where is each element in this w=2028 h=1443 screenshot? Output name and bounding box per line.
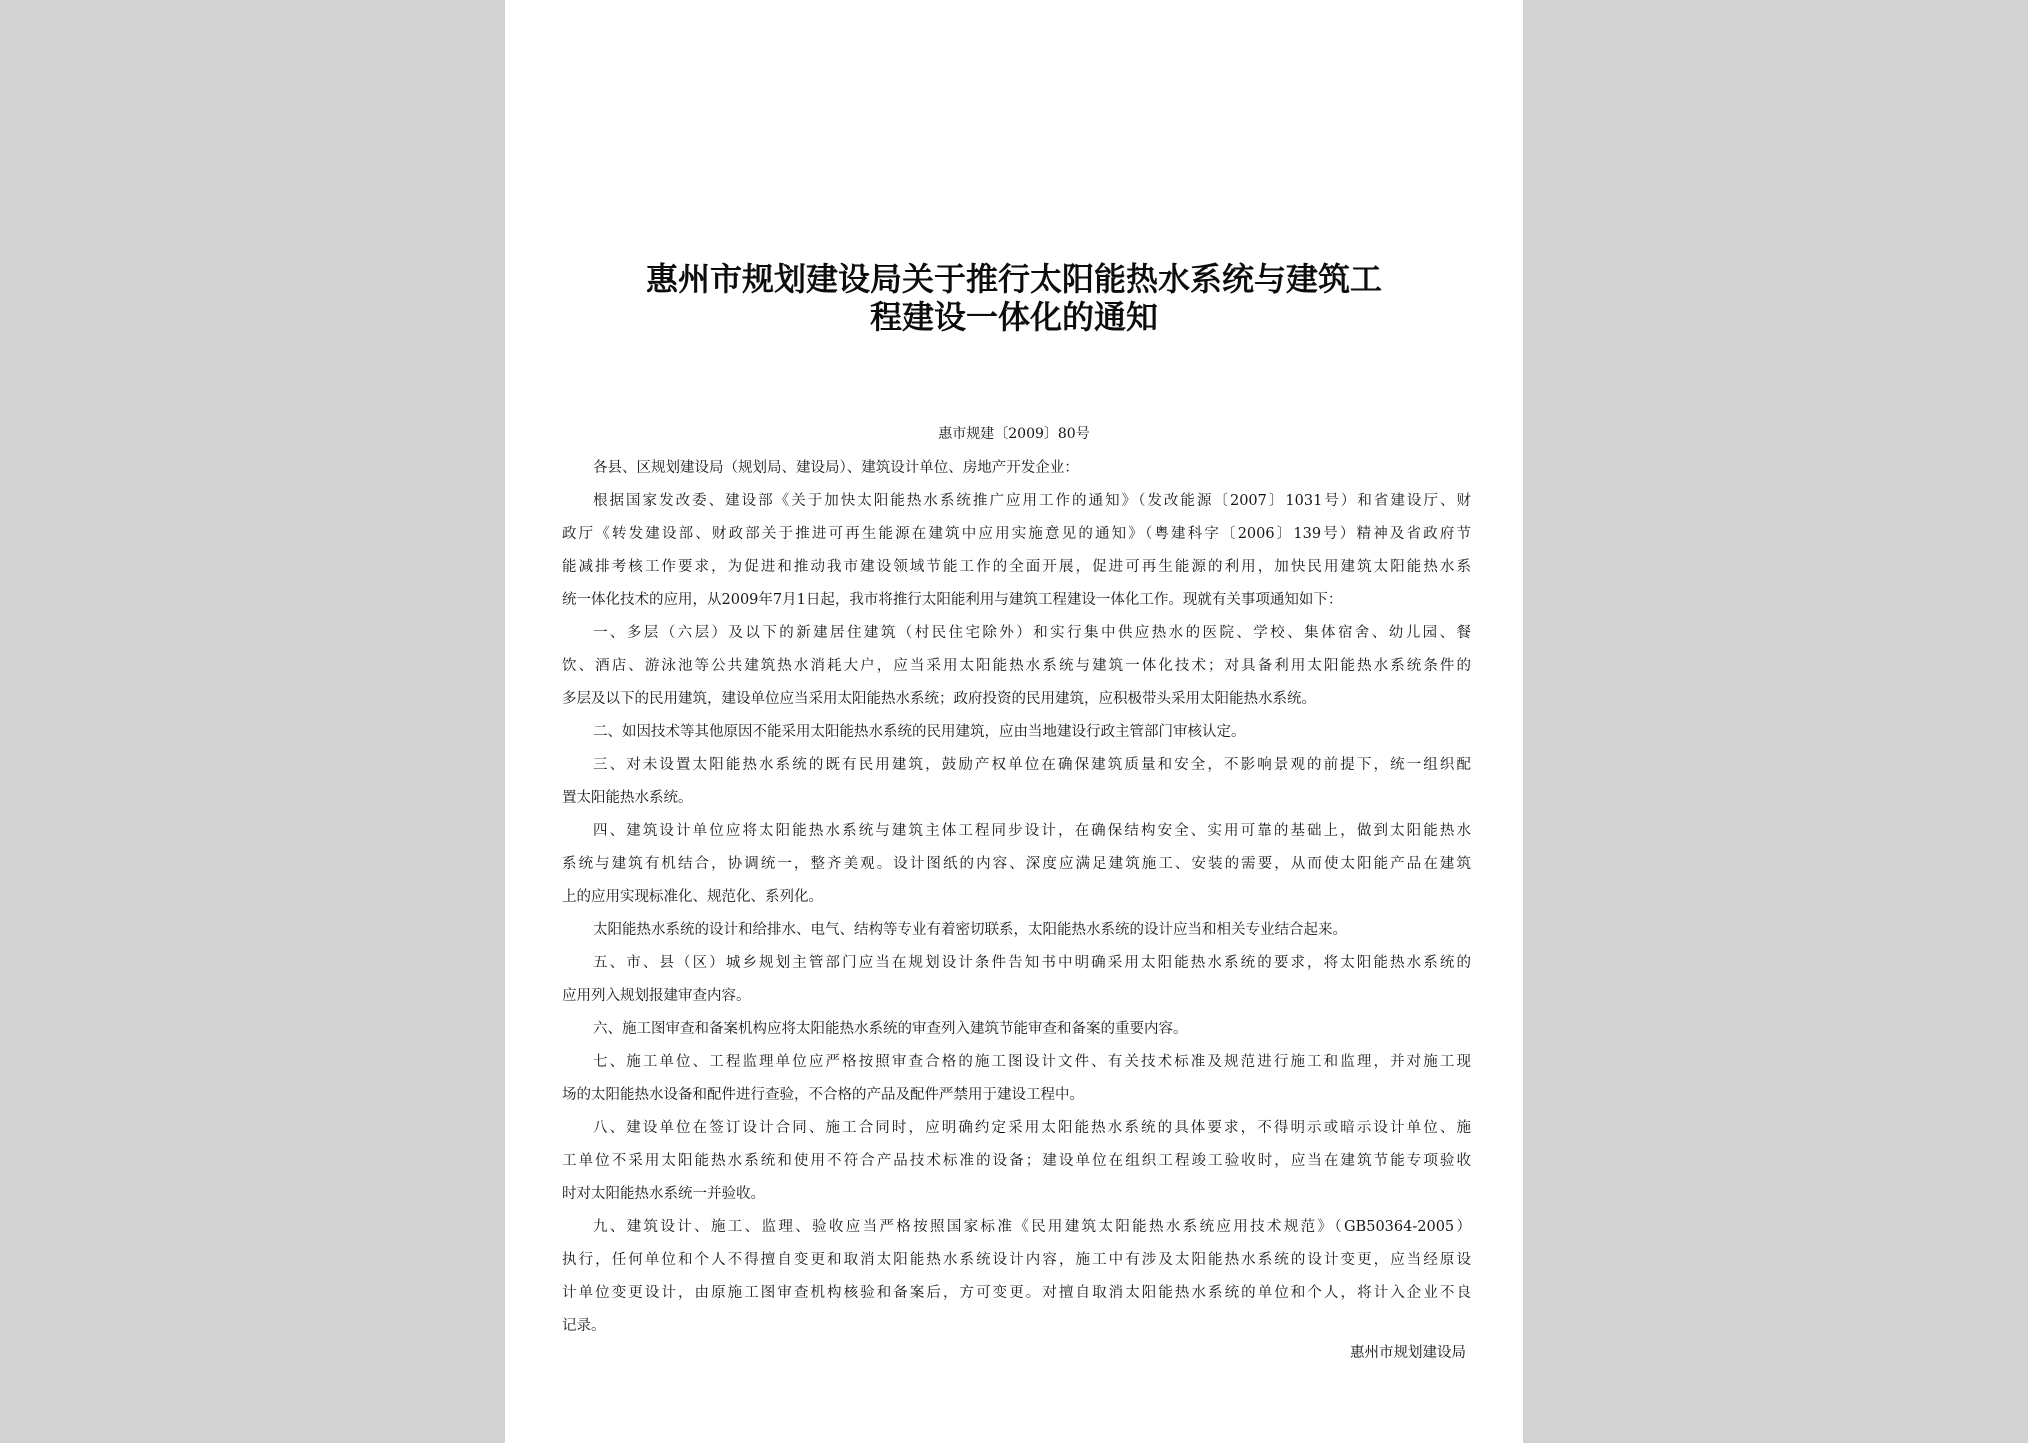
paragraph-line: 二、如因技术等其他原因不能采用太阳能热水系统的民用建筑，应由当地建设行政主管部门审核认定。 (593, 724, 1246, 740)
document-number: 惠市规建〔2009〕80号 (938, 426, 1090, 442)
paragraph-line: 系统与建筑有机结合，协调统一，整齐美观。设计图纸的内容、深度应满足建筑施工、安装的需要，从而使太阳能产品在建筑 (562, 856, 1471, 872)
document-body (562, 452, 1471, 1343)
paragraph-line: 太阳能热水系统的设计和给排水、电气、结构等专业有着密切联系，太阳能热水系统的设计应当和相关专业结合起来。 (593, 922, 1347, 938)
paragraph-line: 统一体化技术的应用，从2009年7月1日起，我市将推行太阳能利用与建筑工程建设一体化工作。现就有关事项通知如下： (562, 592, 1343, 608)
paragraph-line: 计单位变更设计，由原施工图审查机构核验和备案后，方可变更。对擅自取消太阳能热水系统的单位和个人，将计入企业不良 (562, 1285, 1471, 1301)
paragraph-line: 能减排考核工作要求，为促进和推动我市建设领域节能工作的全面开展，促进可再生能源的利用，加快民用建筑太阳能热水系 (562, 559, 1471, 575)
paragraph-line: 饮、酒店、游泳池等公共建筑热水消耗大户，应当采用太阳能热水系统与建筑一体化技术；对具备利用太阳能热水系统条件的 (562, 658, 1471, 674)
paragraph-line: 场的太阳能热水设备和配件进行查验，不合格的产品及配件严禁用于建设工程中。 (562, 1087, 1084, 1103)
paragraph-line: 八、建设单位在签订设计合同、施工合同时，应明确约定采用太阳能热水系统的具体要求，不得明示或暗示设计单位、施 (593, 1120, 1471, 1136)
paragraph-line: 政厅《转发建设部、财政部关于推进可再生能源在建筑中应用实施意见的通知》（粤建科字〔2006〕139号）精神及省政府节 (562, 526, 1471, 542)
signature-issuer: 惠州市规划建设局 (1350, 1345, 1466, 1361)
paragraph-line: 置太阳能热水系统。 (562, 790, 693, 806)
paragraph-line: 多层及以下的民用建筑，建设单位应当采用太阳能热水系统；政府投资的民用建筑，应积极带头采用太阳能热水系统。 (562, 691, 1316, 707)
paragraph-line: 四、建筑设计单位应将太阳能热水系统与建筑主体工程同步设计，在确保结构安全、实用可靠的基础上，做到太阳能热水 (593, 823, 1471, 839)
paragraph-line: 上的应用实现标准化、规范化、系列化。 (562, 889, 823, 905)
paragraph-line: 工单位不采用太阳能热水系统和使用不符合产品技术标准的设备；建设单位在组织工程竣工验收时，应当在建筑节能专项验收 (562, 1153, 1471, 1169)
title-line-1: 惠州市规划建设局关于推行太阳能热水系统与建筑工 (645, 260, 1382, 298)
paragraph-line: 六、施工图审查和备案机构应将太阳能热水系统的审查列入建筑节能审查和备案的重要内容。 (593, 1021, 1188, 1037)
document-page (505, 0, 1523, 1443)
paragraph-line: 时对太阳能热水系统一并验收。 (562, 1186, 765, 1202)
paragraph-line: 根据国家发改委、建设部《关于加快太阳能热水系统推广应用工作的通知》（发改能源〔2007〕1031号）和省建设厅、财 (593, 493, 1471, 509)
paragraph-line: 记录。 (562, 1318, 606, 1334)
document-title (595, 260, 1433, 336)
paragraph-line: 三、对未设置太阳能热水系统的既有民用建筑，鼓励产权单位在确保建筑质量和安全，不影响景观的前提下，统一组织配 (593, 757, 1471, 773)
paragraph-line: 一、多层（六层）及以下的新建居住建筑（村民住宅除外）和实行集中供应热水的医院、学校、集体宿舍、幼儿园、餐 (593, 625, 1471, 641)
paragraph-line: 五、市、县（区）城乡规划主管部门应当在规划设计条件告知书中明确采用太阳能热水系统的要求，将太阳能热水系统的 (593, 955, 1471, 971)
addressee-line: 各县、区规划建设局（规划局、建设局）、建筑设计单位、房地产开发企业： (593, 460, 1079, 476)
paragraph-line: 七、施工单位、工程监理单位应严格按照审查合格的施工图设计文件、有关技术标准及规范进行施工和监理，并对施工现 (593, 1054, 1471, 1070)
paragraph-line: 应用列入规划报建审查内容。 (562, 988, 751, 1004)
title-line-2: 程建设一体化的通知 (869, 298, 1158, 336)
paragraph-line: 九、建筑设计、施工、监理、验收应当严格按照国家标准《民用建筑太阳能热水系统应用技术规范》（GB50364-2005） (593, 1219, 1471, 1235)
paragraph-line: 执行，任何单位和个人不得擅自变更和取消太阳能热水系统设计内容，施工中有涉及太阳能热水系统的设计变更，应当经原设 (562, 1252, 1471, 1268)
